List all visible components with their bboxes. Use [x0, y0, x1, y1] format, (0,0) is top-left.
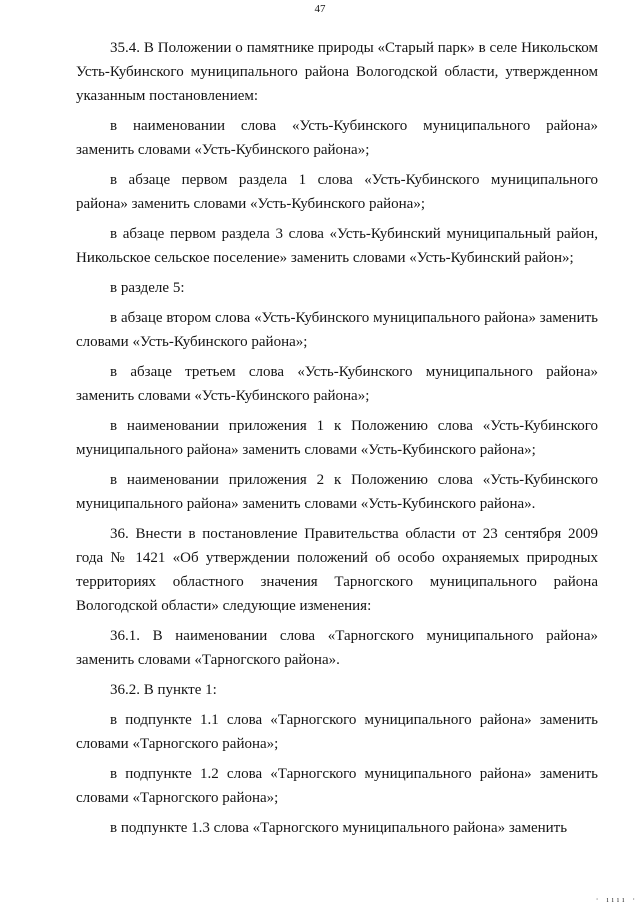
document-body: [76, 36, 598, 846]
paragraph-subpoint-1-1: в подпункте 1.1 слова «Тарногского муниципального района» заменить словами «Тарногского района»;: [76, 712, 598, 752]
paragraph-36-1: 36.1. В наименовании слова «Тарногского муниципального района» заменить словами «Тарногского района».: [76, 628, 598, 668]
paragraph-36-2: 36.2. В пункте 1:: [110, 682, 217, 698]
page-number: 47: [314, 3, 326, 15]
paragraph-section-5-third: в абзаце третьем слова «Усть-Кубинского муниципального района» заменить словами «Усть-Кубинского района»;: [76, 364, 598, 404]
paragraph-section-5-second: в абзаце втором слова «Усть-Кубинского муниципального района» заменить словами «Усть-Кубинского района»;: [76, 310, 598, 350]
paragraph-subpoint-1-3: в подпункте 1.3 слова «Тарногского муниципального района» заменить: [110, 820, 568, 836]
paragraph-36: 36. Внести в постановление Правительства области от 23 сентября 2009 года № 1421 «Об утверждении положений об особо охраняемых природных территориях областного значения Тарногского муниципального района Вологодской области» следующие изменения:: [76, 526, 598, 614]
paragraph-section-1: в абзаце первом раздела 1 слова «Усть-Кубинского муниципального района» заменить словами «Усть-Кубинского района»;: [76, 172, 598, 212]
paragraph-appendix-1: в наименовании приложения 1 к Положению слова «Усть-Кубинского муниципального района» заменить словами «Усть-Кубинского района»;: [76, 418, 598, 458]
paragraph-subpoint-1-2: в подпункте 1.2 слова «Тарногского муниципального района» заменить словами «Тарногского района»;: [76, 766, 598, 806]
paragraph-section-3: в абзаце первом раздела 3 слова «Усть-Кубинский муниципальный район, Никольское сельское поселение» заменить словами «Усть-Кубинский район»;: [76, 226, 598, 266]
paragraph-name-amendment: в наименовании слова «Усть-Кубинского муниципального района» заменить словами «Усть-Кубинского района»;: [76, 118, 598, 158]
paragraph-35-4: 35.4. В Положении о памятнике природы «Старый парк» в селе Никольском Усть-Кубинского муниципального района Вологодской области, утвержденном указанным постановлением:: [76, 40, 598, 104]
paragraph-appendix-2: в наименовании приложения 2 к Положению слова «Усть-Кубинского муниципального района» заменить словами «Усть-Кубинского района».: [76, 472, 598, 512]
scan-artifact-marks: · ıııı ·: [595, 895, 638, 904]
paragraph-section-5: в разделе 5:: [110, 280, 185, 296]
